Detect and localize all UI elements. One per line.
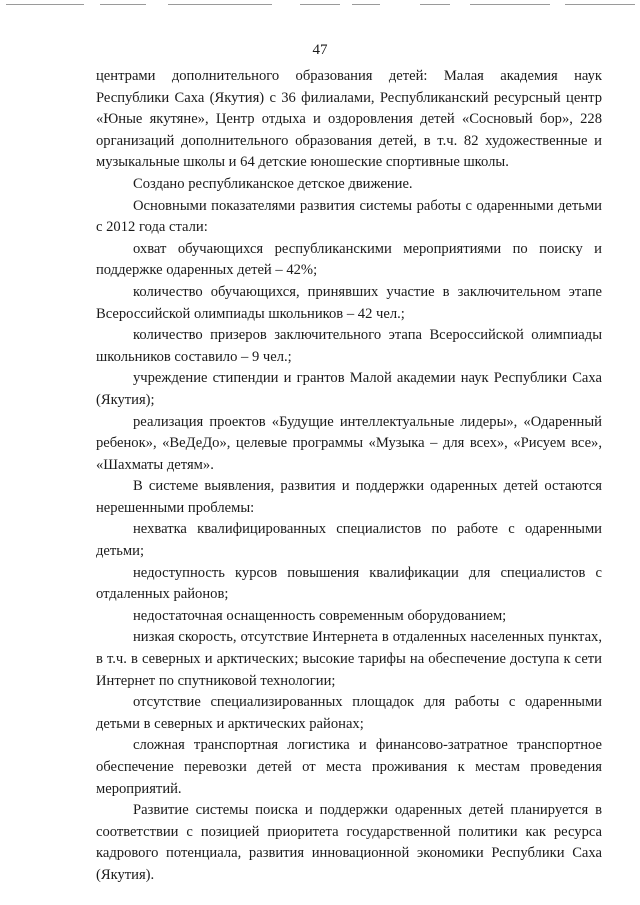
list-item: количество призеров заключительного этапа Всероссийской олимпиады школьников составило – 9 чел.; (96, 327, 602, 365)
list-item: учреждение стипендии и грантов Малой академии наук Республики Саха (Якутия); (96, 370, 602, 408)
list-item: охват обучающихся республиканскими мероприятиями по поиску и поддержке одаренных детей – 42%; (96, 240, 602, 279)
paragraph: Основными показателями развития системы работы с одаренными детьми с 2012 года стали: (96, 197, 602, 236)
list-item: отсутствие специализированных площадок для работы с одаренными детьми в северных и арктических районах; (96, 694, 602, 732)
paragraph: центрами дополнительного образования детей: Малая академия наук Республики Саха (Якутия) с 36 филиалами, Республиканский ресурсный центр «Юные якутяне», Центр отдыха и оздоровления детей «Сосновый бор», 228 организаций дополнительного образования детей, в т.ч. 82 художественные и музыкальные школы и 64 детские юношеские спортивные школы. (96, 68, 602, 171)
document-body (96, 66, 602, 887)
list-item: низкая скорость, отсутствие Интернета в отдаленных населенных пунктах, в т.ч. в северных и арктических; высокие тарифы на обеспечение доступа к сети Интернет по спутниковой технологии; (96, 629, 602, 689)
list-item: недостаточная оснащенность современным оборудованием; (133, 607, 507, 624)
list-item: недоступность курсов повышения квалификации для специалистов с отдаленных районов; (96, 564, 602, 603)
list-item: количество обучающихся, принявших участие в заключительном этапе Всероссийской олимпиады школьников – 42 чел.; (96, 283, 602, 322)
page-number: 47 (312, 42, 328, 58)
list-item: реализация проектов «Будущие интеллектуальные лидеры», «Одаренный ребенок», «ВеДеДо», целевые программы «Музыка – для всех», «Рисуем все», «Шахматы детям». (96, 413, 602, 473)
paragraph: Создано республиканское детское движение. (133, 175, 413, 192)
paragraph: В системе выявления, развития и поддержки одаренных детей остаются нерешенными проблемы: (96, 478, 602, 516)
scan-artifact-top (0, 0, 640, 14)
paragraph: Развитие системы поиска и поддержки одаренных детей планируется в соответствии с позицией приоритета государственной политики как ресурса кадрового потенциала, развития инновационной экономики Республики Саха (Якутия). (96, 802, 602, 883)
list-item: сложная транспортная логистика и финансово-затратное транспортное обеспечение перевозки детей от места проживания к местам проведения мероприятий. (96, 737, 602, 797)
list-item: нехватка квалифицированных специалистов по работе с одаренными детьми; (96, 521, 602, 560)
